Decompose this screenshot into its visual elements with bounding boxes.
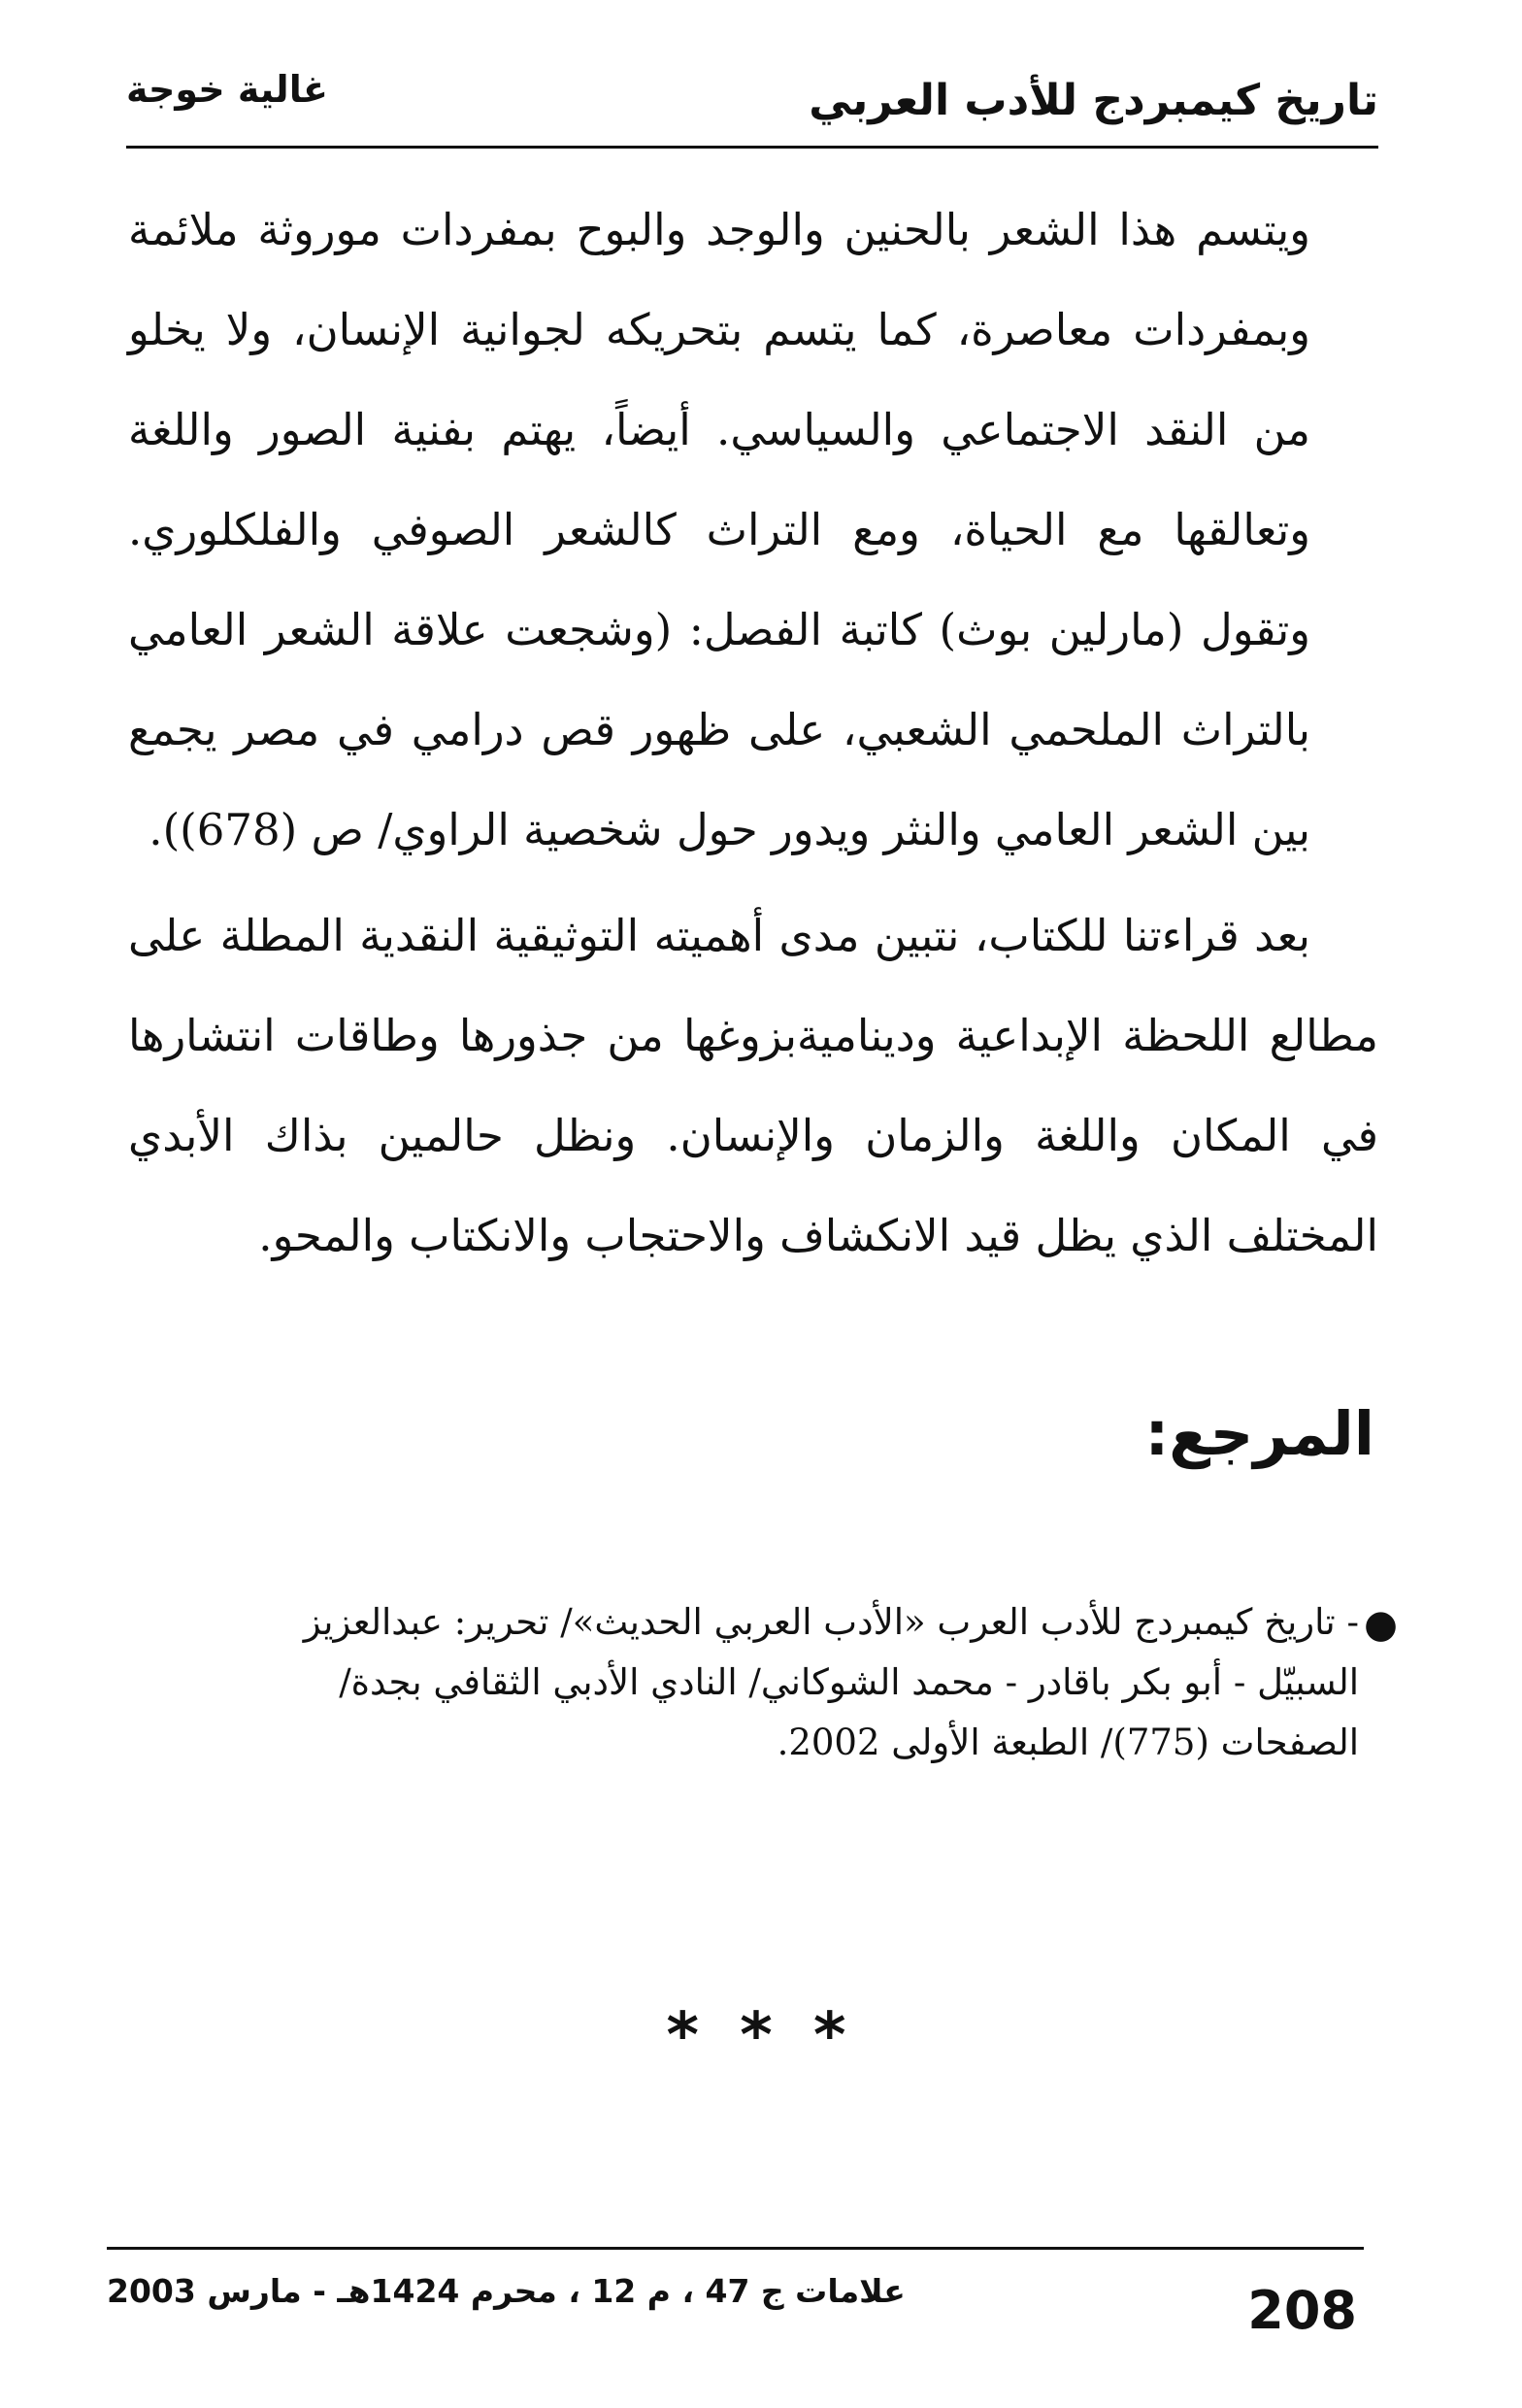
body-paragraph-2: بعد قراءتنا للكتاب، نتبين مدى أهميته التوثيقية النقدية المطلة على مطالع اللحظة الإبداعية وديناميةبزوغها من جذورها وطاقات انتشارها في المكان واللغة والزمان والإنسان. ونظل حالمين بذاك الأبدي المختلف الذي يظل قيد الانكشاف والاحتجاب والانكتاب والمحو.: [128, 910, 1378, 1261]
header-book-title: تاريخ كيمبردج للأدب العربي: [809, 76, 1378, 125]
body-paragraph-1: ويتسم هذا الشعر بالحنين والوجد والبوح بمفردات موروثة ملائمة وبمفردات معاصرة، كما يتسم بتحريكه لجوانية الإنسان، ولا يخلو من النقد الاجتماعي والسياسي. أيضاً، يهتم بفنية الصور واللغة وتعالقها مع الحياة، ومع التراث كالشعر الصوفي والفلكلوري. وتقول (مارلين بوث) كاتبة الفصل: (وشجعت علاقة الشعر العامي بالتراث الملحمي الشعبي، على ظهور قص درامي في مصر يجمع بين الشعر العامي والنثر ويدور حول شخصية الراوي/ ص (678)).: [128, 204, 1310, 855]
reference-text: - تاريخ كيمبردج للأدب العرب «الأدب العربي الحديث»/ تحرير: عبدالعزيز السبيّل - أبو بكر باقادر - محمد الشوكاني/ النادي الأدبي الثقافي بجدة/ الصفحات (775)/ الطبعة الأولى 2002.: [303, 1601, 1359, 1763]
page-number: 208: [1247, 2280, 1357, 2341]
header-author-name: غالية خوجة: [126, 68, 328, 111]
running-header: [126, 58, 1378, 146]
article-body: [128, 180, 1378, 1291]
section-separator: * * *: [666, 2000, 856, 2072]
reference-item: [204, 1592, 1398, 1773]
bullet-icon: ●: [1364, 1602, 1398, 1647]
footer-journal-info: علامات ج 47 ، م 12 ، محرم 1424هـ - مارس 2003: [107, 2272, 906, 2310]
footer-divider: [107, 2247, 1364, 2250]
references-heading: المرجع:: [1144, 1398, 1374, 1469]
header-divider: [126, 146, 1378, 149]
